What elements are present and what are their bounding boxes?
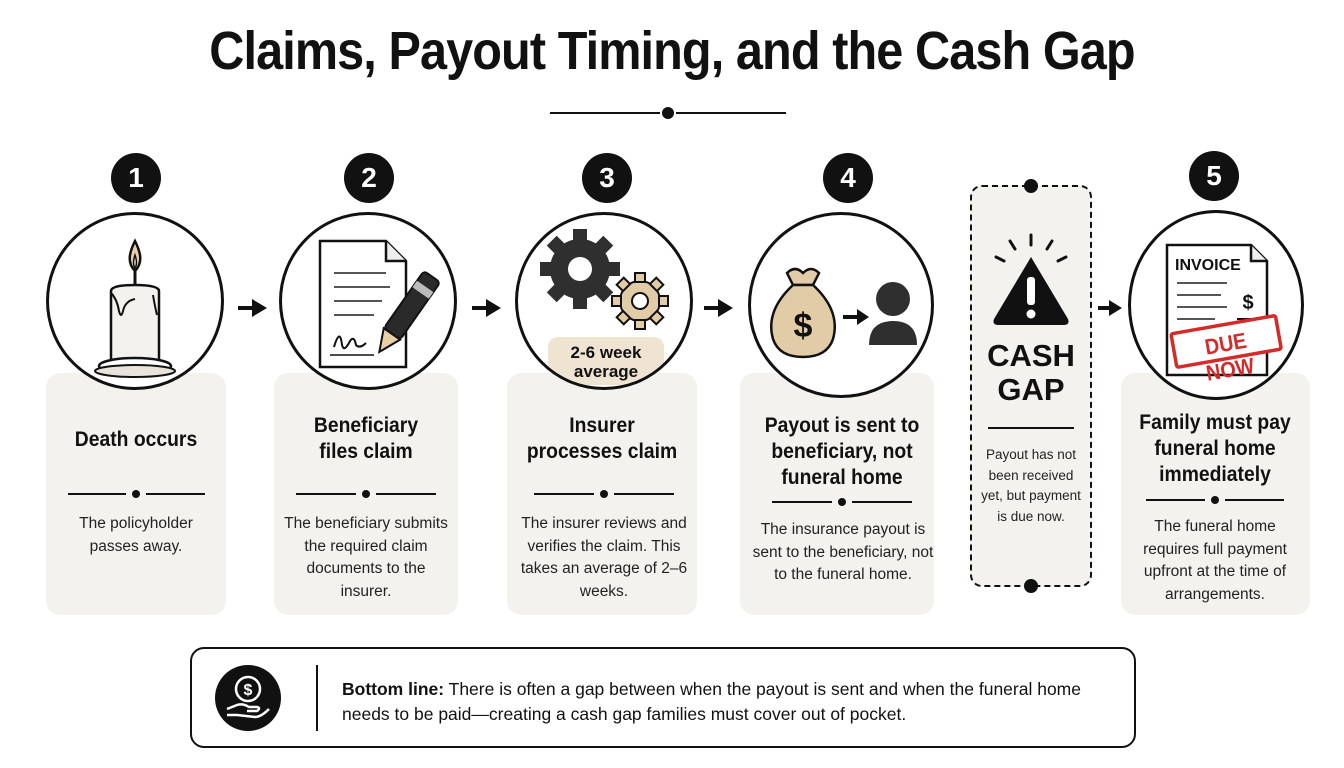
step-4-divider <box>772 497 912 507</box>
step-3-description: The insurer reviews and verifies the claim. This takes an average of 2–6 weeks. <box>520 515 688 600</box>
step-1-divider <box>68 489 205 499</box>
step-2-circle <box>279 212 457 390</box>
arrow-icon <box>238 297 268 319</box>
page-title: Claims, Payout Timing, and the Cash Gap <box>209 21 1135 81</box>
step-3-divider <box>534 489 674 499</box>
step-5-number: 5 <box>1189 151 1239 201</box>
title-divider <box>550 106 786 120</box>
bottom-line-divider <box>316 665 318 731</box>
step-3-number: 3 <box>582 153 632 203</box>
step-3-title: Insurer processes claim <box>526 414 678 463</box>
cash-gap-title: CASH GAP <box>987 338 1075 407</box>
step-4-number: 4 <box>823 153 873 203</box>
cash-gap-box <box>970 185 1092 587</box>
candle-icon <box>49 215 221 387</box>
document-pen-icon <box>282 215 454 387</box>
step-4-title: Payout is sent to beneficiary, not funeral home <box>764 414 920 489</box>
step-4-circle <box>748 212 934 398</box>
step-5-description: The funeral home requires full payment upfront at the time of arrangements. <box>1143 518 1287 603</box>
bottom-line-body: There is often a gap between when the payout is sent and when the funeral home needs to be paid—creating a cash gap families must cover out of pocket. <box>342 679 1081 724</box>
warning-icon <box>972 227 1090 347</box>
step-2-number: 2 <box>344 153 394 203</box>
cash-gap-divider <box>988 427 1074 429</box>
bottom-line-box <box>190 647 1136 748</box>
arrow-icon <box>1098 297 1128 319</box>
hand-dollar-icon <box>215 665 281 731</box>
bottom-line-label: Bottom line: <box>342 679 445 699</box>
cash-gap-bottom-dot <box>1024 579 1038 593</box>
svg-text:$: $ <box>793 307 813 345</box>
step-5-title: Family must pay funeral home immediately <box>1139 411 1291 486</box>
arrow-icon <box>704 297 734 319</box>
step-1-number: 1 <box>111 153 161 203</box>
step-1-description: The policyholder passes away. <box>79 515 193 555</box>
svg-text:$: $ <box>1242 292 1254 314</box>
step-1-title: Death occurs <box>74 428 198 451</box>
step-1-circle <box>46 212 224 390</box>
step-5-divider <box>1146 495 1284 505</box>
step-3-circle <box>515 212 693 390</box>
step-2-description: The beneficiary submits the required claim documents to the insurer. <box>284 515 448 600</box>
step-2-title: Beneficiary files claim <box>313 414 419 463</box>
invoice-label: INVOICE <box>1175 257 1241 274</box>
svg-text:$: $ <box>243 682 253 699</box>
cash-gap-description: Payout has not been received yet, but payment is due now. <box>981 447 1081 524</box>
step-4-description: The insurance payout is sent to the beneficiary, not to the funeral home. <box>752 521 934 583</box>
bottom-line-text <box>342 677 1122 727</box>
step-2-divider <box>296 489 436 499</box>
arrow-icon <box>472 297 502 319</box>
step-5-circle <box>1128 210 1304 400</box>
due-now-stamp: DUE NOW <box>1202 327 1257 386</box>
money-bag-to-person-icon <box>751 215 931 395</box>
cash-gap-top-dot <box>1024 179 1038 193</box>
duration-badge: 2-6 week average <box>570 343 642 381</box>
